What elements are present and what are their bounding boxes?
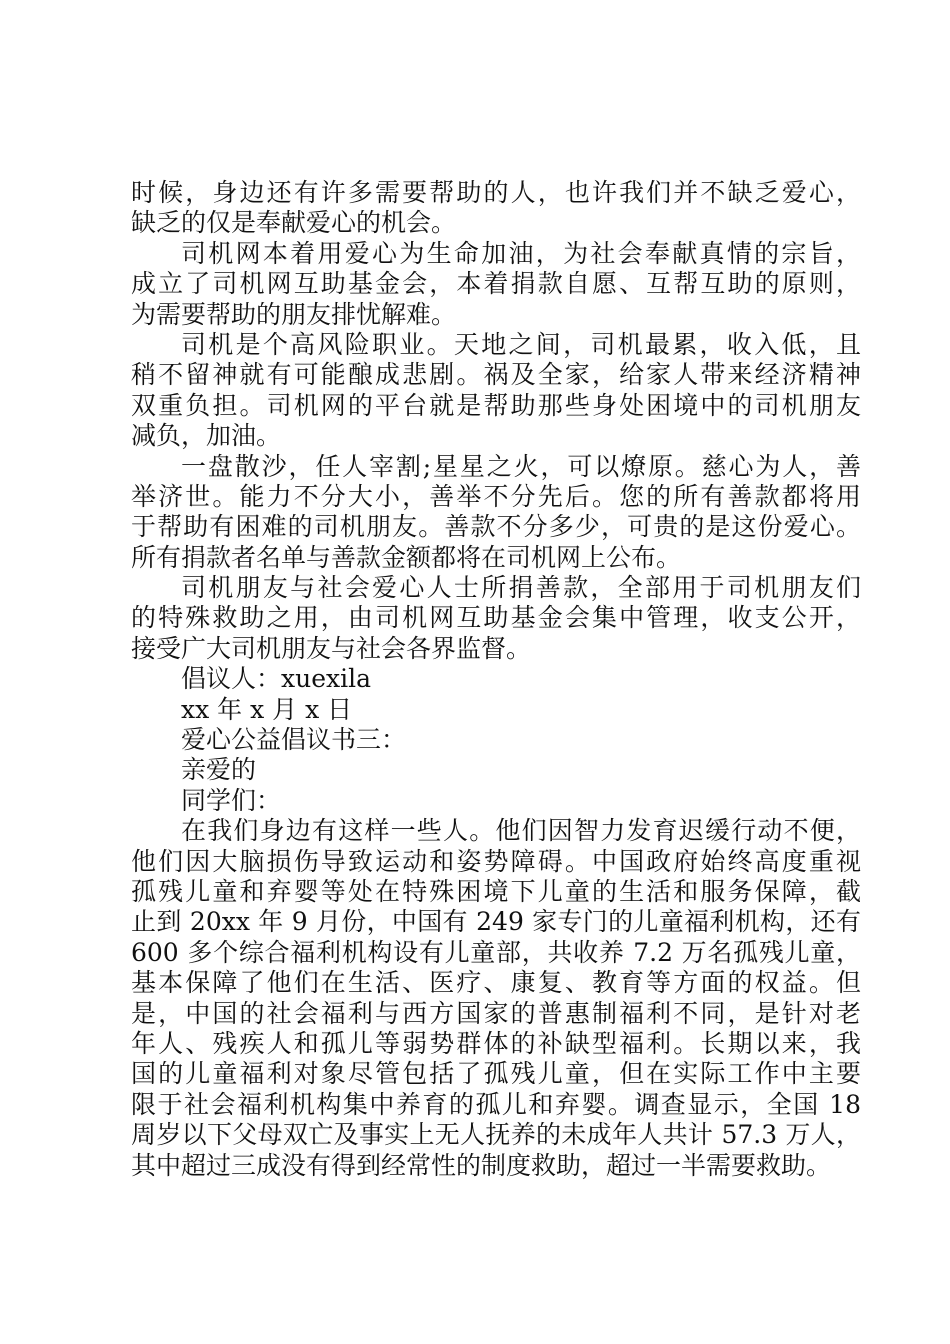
text-line: 举济世。能力不分大小，善举不分先后。您的所有善款都将用 bbox=[131, 481, 861, 511]
paragraph bbox=[131, 452, 861, 574]
text-line: 司机是个高风险职业。天地之间，司机最累，收入低，且 bbox=[181, 329, 861, 359]
text-line: 稍不留神就有可能酿成悲剧。祸及全家，给家人带来经济精神 bbox=[131, 360, 861, 390]
paragraph bbox=[131, 664, 861, 694]
text-line: xx 年 x 月 x 日 bbox=[181, 694, 353, 724]
text-line: 基本保障了他们在生活、医疗、康复、教育等方面的权益。但 bbox=[131, 968, 861, 998]
document-body bbox=[131, 178, 861, 1181]
text-line: 一盘散沙，任人宰割;星星之火，可以燎原。慈心为人，善 bbox=[181, 451, 861, 481]
text-line: 成立了司机网互助基金会，本着捐款自愿、互帮互助的原则， bbox=[131, 269, 861, 299]
paragraph bbox=[131, 573, 861, 664]
text-line: 其中超过三成没有得到经常性的制度救助，超过一半需要救助。 bbox=[131, 1150, 832, 1180]
text-line: 接受广大司机朋友与社会各界监督。 bbox=[131, 633, 532, 663]
text-line: 600 多个综合福利机构设有儿童部，共收养 7.2 万名孤残儿童， bbox=[131, 937, 861, 967]
paragraph bbox=[131, 786, 861, 816]
text-line: 双重负担。司机网的平台就是帮助那些身处困境中的司机朋友 bbox=[131, 390, 861, 420]
paragraph bbox=[131, 330, 861, 452]
text-line: 为需要帮助的朋友排忧解难。 bbox=[131, 299, 457, 329]
text-line: 年人、残疾人和孤儿等弱势群体的补缺型福利。长期以来，我 bbox=[131, 1028, 861, 1058]
paragraph bbox=[131, 725, 861, 755]
paragraph bbox=[131, 239, 861, 330]
text-line: 他们因大脑损伤导致运动和姿势障碍。中国政府始终高度重视 bbox=[131, 846, 861, 876]
text-line: 爱心公益倡议书三： bbox=[181, 725, 407, 755]
text-line: 限于社会福利机构集中养育的孤儿和弃婴。调查显示，全国 18 bbox=[131, 1089, 861, 1119]
text-line: 减负，加油。 bbox=[131, 421, 282, 451]
text-line: 缺乏的仅是奉献爱心的机会。 bbox=[131, 208, 457, 238]
text-line: 在我们身边有这样一些人。他们因智力发育迟缓行动不便， bbox=[181, 816, 861, 846]
text-line: 是，中国的社会福利与西方国家的普惠制福利不同，是针对老 bbox=[131, 998, 861, 1028]
text-line: 司机网本着用爱心为生命加油，为社会奉献真情的宗旨， bbox=[181, 238, 861, 268]
paragraph bbox=[131, 816, 861, 1181]
paragraph bbox=[131, 695, 861, 725]
text-line: 同学们： bbox=[181, 785, 282, 815]
text-line: 所有捐款者名单与善款金额都将在司机网上公布。 bbox=[131, 542, 682, 572]
text-line: 国的儿童福利对象尽管包括了孤残儿童，但在实际工作中主要 bbox=[131, 1059, 861, 1089]
paragraph bbox=[131, 178, 861, 239]
text-line: 司机朋友与社会爱心人士所捐善款，全部用于司机朋友们 bbox=[181, 573, 861, 603]
text-line: 周岁以下父母双亡及事实上无人抚养的未成年人共计 57.3 万人， bbox=[131, 1120, 861, 1150]
paragraph bbox=[131, 755, 861, 785]
text-line: 的特殊救助之用，由司机网互助基金会集中管理，收支公开， bbox=[131, 603, 861, 633]
text-line: 于帮助有困难的司机朋友。善款不分多少，可贵的是这份爱心。 bbox=[131, 512, 861, 542]
text-line: 孤残儿童和弃婴等处在特殊困境下儿童的生活和服务保障，截 bbox=[131, 876, 861, 906]
text-line: 时候，身边还有许多需要帮助的人，也许我们并不缺乏爱心， bbox=[131, 178, 861, 207]
text-line: 倡议人：xuexila bbox=[181, 664, 371, 694]
text-line: 亲爱的 bbox=[181, 755, 257, 785]
text-line: 止到 20xx 年 9 月份，中国有 249 家专门的儿童福利机构，还有 bbox=[131, 907, 861, 937]
